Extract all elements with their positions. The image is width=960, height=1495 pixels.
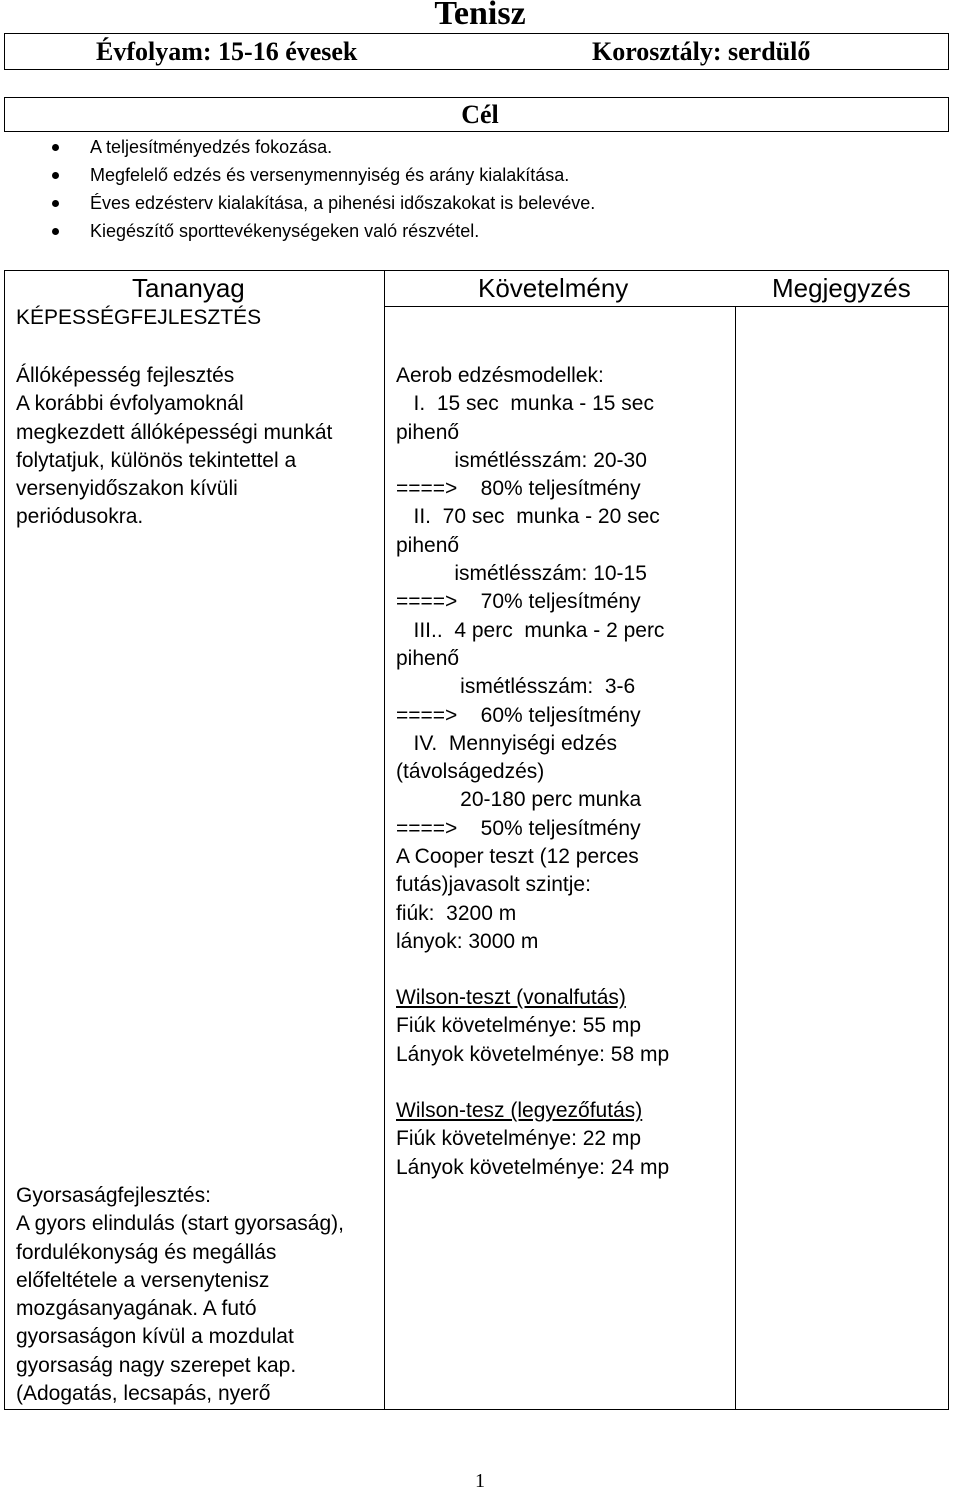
aerobic-line: IV. Mennyiségi edzés [396, 731, 618, 755]
wilson-fan-test-line: Lányok követelménye: 24 mp [396, 1155, 670, 1179]
column-header-requirement: Követelmény [478, 273, 629, 303]
goal-item [52, 161, 595, 189]
aerobic-line: pihenő [396, 646, 460, 670]
column-header-notes: Megjegyzés [772, 273, 911, 303]
wilson-fan-test-block [396, 1097, 669, 1182]
aerobic-line: ====> 50% teljesítmény [396, 816, 641, 840]
age-group-label: Korosztály: serdülő [592, 37, 811, 66]
aerobic-line: III.. 4 perc munka - 2 perc [396, 618, 665, 642]
speed-line: fordulékonyság és megállás [16, 1240, 277, 1264]
bullet-icon [52, 172, 59, 179]
column-divider [384, 270, 385, 1410]
goal-item-text: A teljesítményedzés fokozása. [90, 137, 333, 157]
section-title: KÉPESSÉGFEJLESZTÉS [16, 306, 262, 329]
endurance-line: A korábbi évfolyamoknál [16, 392, 244, 416]
aerobic-line: II. 70 sec munka - 20 sec [396, 505, 660, 529]
page-number: 1 [475, 1470, 485, 1492]
goal-item-text: Kiegészítő sporttevékenységeken való részvétel. [90, 221, 480, 241]
wilson-line-test-line: Lányok követelménye: 58 mp [396, 1042, 670, 1066]
goal-item [52, 189, 595, 217]
endurance-line: megkezdett állóképességi munkát [16, 420, 333, 444]
endurance-line: periódusokra. [16, 505, 144, 529]
aerobic-line: pihenő [396, 533, 460, 557]
aerobic-line: 20-180 perc munka [396, 788, 642, 812]
goal-item [52, 217, 595, 245]
bullet-icon [52, 200, 59, 207]
speed-line: gyorsaság nagy szerepet kap. [16, 1353, 297, 1377]
aerobic-line: futás)javasolt szintje: [396, 873, 591, 897]
aerobic-line: pihenő [396, 420, 460, 444]
aerobic-line: lányok: 3000 m [396, 929, 539, 953]
speed-line: A gyors elindulás (start gyorsaság), [16, 1212, 344, 1236]
wilson-fan-test-line: Fiúk követelménye: 22 mp [396, 1127, 642, 1151]
aerobic-line: Aerob edzésmodellek: [396, 364, 604, 387]
goal-item [52, 133, 595, 161]
bullet-icon [52, 228, 59, 235]
wilson-fan-test-title: Wilson-tesz (legyezőfutás) [396, 1099, 643, 1122]
aerobic-line: fiúk: 3200 m [396, 901, 517, 925]
column-header-curriculum: Tananyag [132, 273, 245, 303]
bullet-icon [52, 144, 59, 151]
aerobic-line: ====> 60% teljesítmény [396, 703, 641, 727]
document-title: Tenisz [434, 0, 526, 32]
grade-label: Évfolyam: 15-16 évesek [96, 37, 358, 66]
speed-line: gyorsaságon kívül a mozdulat [16, 1325, 294, 1349]
aerobic-line: A Cooper teszt (12 perces [396, 845, 639, 869]
goal-item-text: Megfelelő edzés és versenymennyiség és arány kialakítása. [90, 165, 570, 185]
aerobic-line: I. 15 sec munka - 15 sec [396, 392, 654, 416]
aerobic-line: (távolságedzés) [396, 760, 545, 784]
goal-item-text: Éves edzésterv kialakítása, a pihenési időszakokat is belevéve. [90, 193, 596, 213]
endurance-heading: Állóképesség fejlesztés [16, 364, 235, 387]
speed-block [16, 1182, 344, 1408]
aerobic-line: ismétlésszám: 20-30 [396, 448, 647, 472]
aerobic-line: ismétlésszám: 10-15 [396, 562, 647, 586]
endurance-line: versenyidőszakon kívüli [16, 477, 238, 501]
header-divider [384, 306, 949, 307]
speed-line: előfeltétele a versenytenisz [16, 1268, 270, 1292]
aerobic-line: ====> 80% teljesítmény [396, 477, 641, 501]
aerobic-line: ====> 70% teljesítmény [396, 590, 641, 614]
speed-line: (Adogatás, lecsapás, nyerő [16, 1382, 271, 1406]
endurance-line: folytatjuk, különös tekintettel a [16, 448, 297, 472]
speed-heading: Gyorsaságfejlesztés: [16, 1184, 211, 1207]
column-divider [735, 306, 736, 1410]
aerobic-block [396, 362, 664, 956]
speed-line: mozgásanyagának. A futó [16, 1297, 257, 1321]
goal-list [52, 133, 595, 245]
wilson-line-test-block [396, 984, 669, 1069]
endurance-block [16, 362, 332, 532]
wilson-line-test-title: Wilson-teszt (vonalfutás) [396, 986, 626, 1009]
aerobic-line: ismétlésszám: 3-6 [396, 675, 636, 699]
goal-title: Cél [461, 100, 499, 129]
wilson-line-test-line: Fiúk követelménye: 55 mp [396, 1014, 642, 1038]
